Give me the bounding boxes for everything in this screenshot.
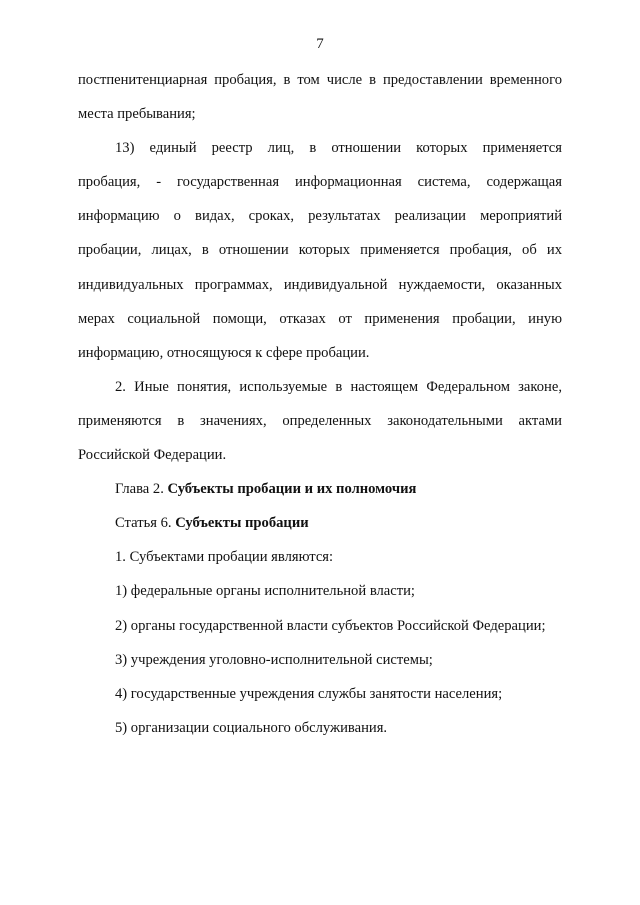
list-item: 4) государственные учреждения службы занятости населения; — [115, 685, 503, 702]
text-line: пробация, - государственная информационная система, содержащая — [78, 174, 562, 191]
chapter-number: Глава 2. — [115, 481, 164, 498]
text-line: 13) единый реестр лиц, в отношении которых применяется — [115, 140, 562, 157]
document-body — [78, 63, 562, 745]
list-item: 2) органы государственной власти субъектов Российской Федерации; — [115, 617, 546, 634]
text-line: индивидуальных программах, индивидуальной нуждаемости, оказанных — [78, 276, 562, 293]
list-intro: 1. Субъектами пробации являются: — [115, 549, 334, 566]
text-line: 2. Иные понятия, используемые в настоящем Федеральном законе, — [115, 378, 562, 395]
text-line: информацию, относящуюся к сфере пробации. — [78, 344, 370, 361]
article-number: Статья 6. — [115, 515, 172, 532]
list-item: 1) федеральные органы исполнительной власти; — [115, 583, 415, 600]
text-line: мерах социальной помощи, отказах от применения пробации, иную — [78, 310, 562, 327]
chapter-title: Субъекты пробации и их полномочия — [167, 481, 417, 498]
page-number: 7 — [316, 36, 324, 52]
text-line: информацию о видах, сроках, результатах реализации мероприятий — [78, 208, 562, 225]
text-line: пробации, лицах, в отношении которых применяется пробация, об их — [78, 242, 562, 259]
text-line: применяются в значениях, определенных законодательными актами — [78, 412, 562, 429]
article-title: Субъекты пробации — [175, 515, 309, 532]
list-item: 3) учреждения уголовно-исполнительной системы; — [115, 651, 433, 668]
article-heading — [78, 506, 562, 540]
list-item: 5) организации социального обслуживания. — [115, 719, 388, 736]
text-line: постпенитенциарная пробация, в том числе в предоставлении временного — [78, 72, 562, 88]
chapter-heading — [78, 472, 562, 506]
text-line: Российской Федерации. — [78, 447, 227, 464]
text-line: места пребывания; — [78, 106, 196, 123]
